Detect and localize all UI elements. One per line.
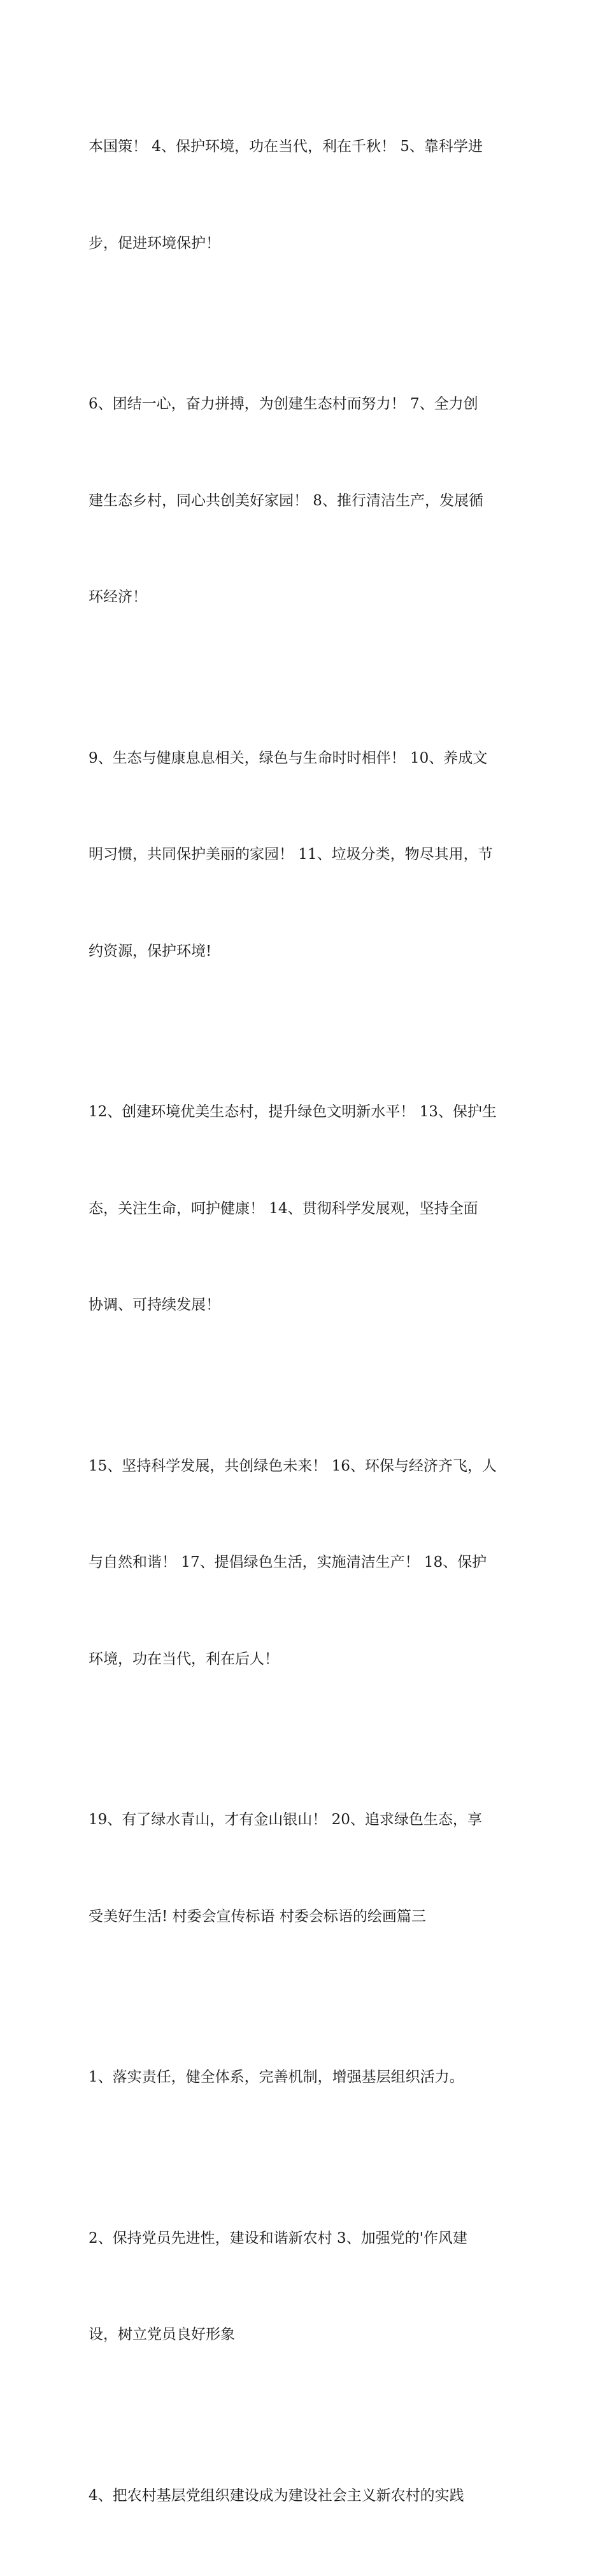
text-line: 9、生态与健康息息相关，绿色与生命时时相伴！ 10、养成文	[89, 742, 522, 775]
paragraph-slogans-4-5	[89, 66, 522, 324]
text-line: 环境，功在当代，利在后人！	[89, 1643, 522, 1676]
text-line: 协调、可持续发展！	[89, 1289, 522, 1321]
text-line: 设，树立党员良好形象	[89, 2319, 522, 2351]
text-line: 2、保持党员先进性，建设和谐新农村 3、加强党的'作风建	[89, 2222, 522, 2255]
text-line: 步，促进环境保护！	[89, 227, 522, 260]
paragraph-slogans-6-8	[89, 324, 522, 678]
text-line: 建生态乡村，同心共创美好家园！ 8、推行清洁生产，发展循	[89, 485, 522, 517]
text-line: 态，关注生命，呵护健康！ 14、贯彻科学发展观，坚持全面	[89, 1193, 522, 1225]
paragraph-party-4	[89, 2415, 522, 2576]
paragraph-party-2-3	[89, 2158, 522, 2415]
paragraph-slogans-9-11	[89, 678, 522, 1032]
text-line: 6、团结一心，奋力拼搏，为创建生态村而努力！ 7、全力创	[89, 388, 522, 421]
document-page	[0, 0, 605, 783]
paragraph-slogans-15-18	[89, 1386, 522, 1740]
text-line: 与自然和谐！ 17、提倡绿色生活，实施清洁生产！ 18、保护	[89, 1546, 522, 1579]
paragraph-slogans-19-20	[89, 1739, 522, 1997]
text-line: 约资源，保护环境!	[89, 935, 522, 968]
text-line: 环经济！	[89, 581, 522, 614]
text-line: 本国策！ 4、保护环境，功在当代，利在千秋！ 5、靠科学进	[89, 131, 522, 163]
text-line: 19、有了绿水青山，才有金山银山！ 20、追求绿色生态，享	[89, 1804, 522, 1836]
paragraph-slogans-12-14	[89, 1032, 522, 1386]
text-line: 明习惯，共同保护美丽的家园！ 11、垃圾分类，物尽其用，节	[89, 838, 522, 871]
text-line: 受美好生活! 村委会宣传标语 村委会标语的绘画篇三	[89, 1901, 522, 1933]
text-line: 1、落实责任，健全体系，完善机制，增强基层组织活力。	[89, 2061, 522, 2094]
paragraph-party-1	[89, 1997, 522, 2158]
text-line: 4、把农村基层党组织建设成为建设社会主义新农村的实践	[89, 2480, 522, 2512]
document-body	[89, 66, 522, 2576]
text-line: 15、坚持科学发展，共创绿色未来！ 16、环保与经济齐飞，人	[89, 1450, 522, 1483]
text-line: 12、创建环境优美生态村，提升绿色文明新水平！ 13、保护生	[89, 1096, 522, 1128]
